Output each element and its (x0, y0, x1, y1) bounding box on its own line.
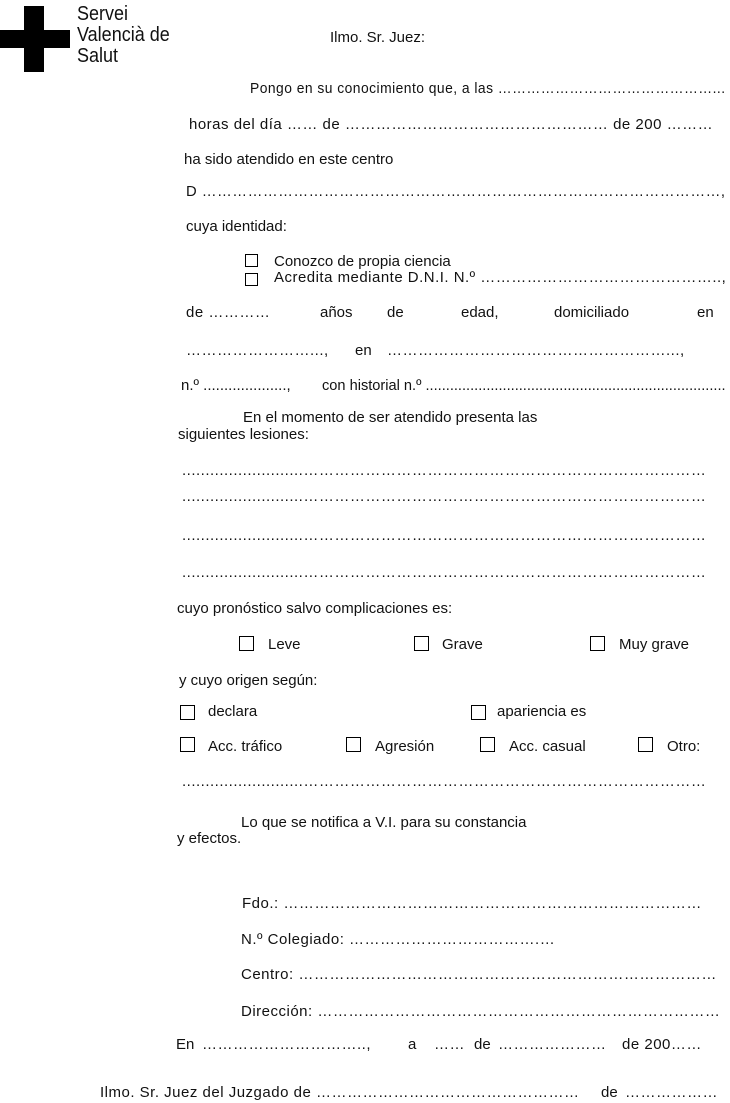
colegiado-line: N.º Colegiado: ……………………………….… (241, 931, 556, 948)
identity-label: cuya identidad: (186, 218, 287, 235)
address-en: en (355, 342, 372, 359)
checkbox-dni[interactable] (245, 273, 258, 286)
origin-agresion: Agresión (375, 738, 435, 755)
origin-label: y cuyo origen según: (179, 672, 318, 689)
attended-line: ha sido atendido en este centro (184, 151, 394, 168)
checkbox-grave[interactable] (414, 636, 429, 651)
intro-line: Pongo en su conocimiento que, a las ………………………………………... (250, 80, 726, 97)
lesions-line-1: En el momento de ser atendido presenta las (243, 409, 538, 426)
prognosis-muy-grave: Muy grave (619, 636, 690, 653)
checkbox-muy-grave[interactable] (590, 636, 605, 651)
addressee: Ilmo. Sr. Juez: (330, 29, 426, 46)
origin-declara: declara (208, 703, 258, 720)
checkbox-acc-trafico[interactable] (180, 737, 195, 752)
date-a: a (408, 1036, 417, 1053)
age-domiciliado: domiciliado (554, 304, 630, 321)
date-place-dots: ………………………….., (202, 1036, 372, 1053)
origin-apariencia: apariencia es (497, 703, 587, 720)
origin-otro: Otro: (667, 738, 701, 755)
logo-text (77, 4, 170, 67)
footer-de: de (601, 1084, 618, 1101)
date-month-dots: ………………… (498, 1036, 607, 1053)
date-year: de 200…… (622, 1036, 702, 1053)
prognosis-grave: Grave (442, 636, 483, 653)
direccion-line: Dirección: …………………………………………………………………… (241, 1003, 721, 1020)
age-en: en (697, 304, 714, 321)
red-cross-logo-icon (0, 6, 70, 72)
signature-line: Fdo.: ……………………………………………………………………… (242, 895, 702, 912)
origin-acc-trafico: Acc. tráfico (208, 738, 283, 755)
age-de: de ………… (186, 304, 271, 321)
hours-line: horas del día …… de …………………………………………… de 200 ……… (189, 116, 714, 133)
logo-line-2: Valencià de (77, 24, 170, 46)
age-edad: edad, (461, 304, 499, 321)
checkbox-otro[interactable] (638, 737, 653, 752)
notify-line-2: y efectos. (177, 830, 242, 847)
date-de: de (474, 1036, 491, 1053)
address-dots: ……………………..., (186, 342, 329, 359)
footer-juez: Ilmo. Sr. Juez del Juzgado de …………………………………………… (100, 1084, 580, 1101)
checkbox-leve[interactable] (239, 636, 254, 651)
age-de2: de (387, 304, 404, 321)
address-dots-2: ………………………………………………..., (387, 342, 685, 359)
otro-line: ..........................…………………………………………………………………… (182, 773, 707, 790)
centro-line: Centro: ……………………………………………………………………… (241, 966, 717, 983)
id-option-1: Conozco de propia ciencia (274, 253, 451, 270)
lesions-line-2: siguientes lesiones: (178, 426, 309, 443)
footer-dots: ……………… (625, 1084, 718, 1101)
d-line: D …………………………………………………………………………………………, (186, 183, 726, 200)
lesion-line: ..........................…………………………………………………………………… (182, 564, 707, 581)
date-en: En (176, 1036, 195, 1053)
lesion-line: ..........................…………………………………………………………………… (182, 527, 707, 544)
checkbox-agresion[interactable] (346, 737, 361, 752)
id-option-2: Acredita mediante D.N.I. N.º ……………………………………….., (274, 269, 727, 286)
checkbox-own-knowledge[interactable] (245, 254, 258, 267)
date-day-dots: …… (434, 1036, 465, 1053)
number-label: n.º ...................., (181, 377, 291, 394)
prognosis-label: cuyo pronóstico salvo complicaciones es: (177, 600, 453, 617)
history-label: con historial n.º .......................................................................... (322, 377, 726, 394)
logo-line-3: Salut (77, 45, 119, 67)
checkbox-apariencia[interactable] (471, 705, 486, 720)
checkbox-acc-casual[interactable] (480, 737, 495, 752)
origin-acc-casual: Acc. casual (509, 738, 586, 755)
notify-line-1: Lo que se notifica a V.I. para su constancia (241, 814, 527, 831)
lesion-line: ..........................…………………………………………………………………… (182, 488, 707, 505)
age-anos: años (320, 304, 353, 321)
checkbox-declara[interactable] (180, 705, 195, 720)
prognosis-leve: Leve (268, 636, 301, 653)
lesion-line: ..........................…………………………………………………………………… (182, 462, 707, 479)
logo-line-1: Servei (77, 3, 129, 25)
